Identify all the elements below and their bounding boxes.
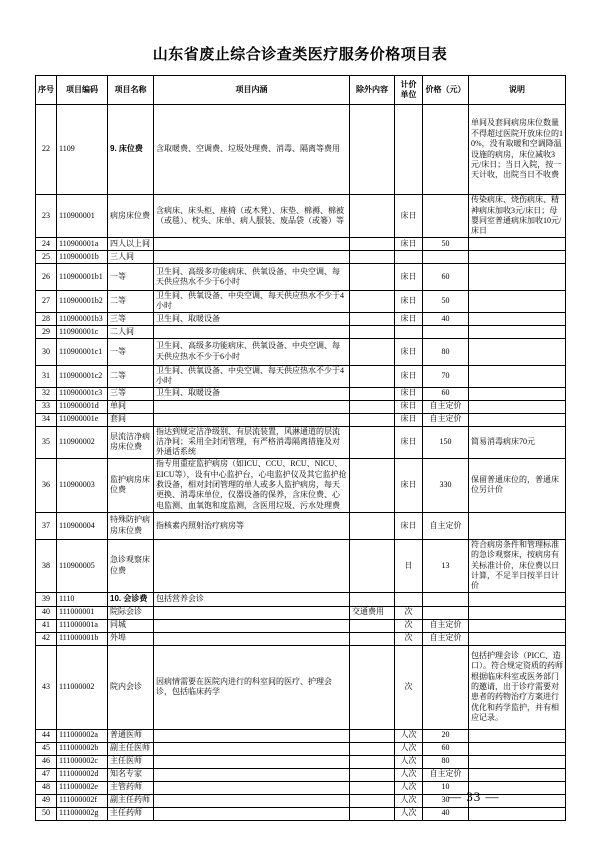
cell-exclude [350,426,395,458]
cell-price [423,325,469,338]
cell-name: 监护病房床位费 [108,458,154,512]
header-seq: 序号 [36,76,57,105]
cell-note: 包括护理会诊（PICC、造口）。符合规定资质的药师根据临床科室或医务部门的邀请，出于诊疗需要对患者的药物治疗方案进行优化和药学监护，并有相应记录。 [469,645,566,729]
cell-code: 110900003 [57,458,108,512]
cell-seq: 44 [36,729,57,742]
cell-exclude [350,291,395,313]
cell-code: 110900002 [57,426,108,458]
table-row [36,645,566,729]
cell-seq: 25 [36,251,57,264]
cell-note [469,768,566,781]
cell-code: 111000002f [57,794,108,807]
cell-exclude [350,512,395,539]
cell-note [469,632,566,645]
table-row [36,312,566,325]
cell-exclude [350,632,395,645]
cell-content [154,325,350,338]
cell-note [469,325,566,338]
cell-code: 111000001b [57,632,108,645]
cell-price: 70 [423,365,469,387]
table-row [36,729,566,742]
cell-code: 110900001c3 [57,387,108,400]
cell-content: 指达到规定洁净级别、有层流装置，风淋通道的层流洁净间；采用全封闭管理，有严格消毒隔离措施及对外通话系统 [154,426,350,458]
cell-name: 四人以上间 [108,238,154,251]
cell-content [154,794,350,807]
cell-exclude [350,325,395,338]
cell-name: 普通医师 [108,729,154,742]
cell-code: 110900001a [57,238,108,251]
cell-code: 110900004 [57,512,108,539]
table-row [36,413,566,426]
cell-name: 二等 [108,365,154,387]
cell-seq: 31 [36,365,57,387]
cell-seq: 40 [36,606,57,619]
cell-exclude [350,387,395,400]
cell-code: 111000001 [57,606,108,619]
table-row [36,539,566,592]
cell-code: 110900001b2 [57,291,108,313]
cell-code: 110900001b [57,251,108,264]
cell-exclude [350,365,395,387]
cell-code: 111000002d [57,768,108,781]
cell-note: 简易消毒病床70元 [469,426,566,458]
cell-code: 110900001c2 [57,365,108,387]
cell-name: 院际会诊 [108,606,154,619]
cell-unit: 次 [395,632,423,645]
cell-seq: 37 [36,512,57,539]
cell-name: 二人间 [108,325,154,338]
cell-seq: 34 [36,413,57,426]
cell-exclude [350,539,395,592]
page-title: 山东省废止综合诊查类医疗服务价格项目表 [152,46,448,63]
cell-name: 副主任医师 [108,742,154,755]
cell-note [469,264,566,291]
cell-seq: 23 [36,195,57,238]
cell-name: 病房床位费 [108,195,154,238]
cell-unit: 人次 [395,742,423,755]
cell-code: 111000002b [57,742,108,755]
table-row [36,512,566,539]
cell-name: 一等 [108,338,154,365]
cell-exclude [350,781,395,794]
cell-note [469,238,566,251]
cell-content: 指专用重症监护病房（如ICU、CCU、RCU、NICU、EICU等），设有中心监护台，心电监护仪及其它监护抢救设备，相对封闭管理的单人或多人监护病房，每天更换、消毒床单位，仪器设备的保养，含床位费、心电监测、血氧饱和度监测，含医用垃圾、污水处理费 [154,458,350,512]
cell-unit [395,105,423,195]
cell-price [423,251,469,264]
cell-content [154,251,350,264]
cell-code: 111000002 [57,645,108,729]
cell-code: 111000001a [57,619,108,632]
cell-unit: 人次 [395,781,423,794]
cell-content [154,400,350,413]
price-table [35,75,566,821]
cell-exclude [350,742,395,755]
cell-seq: 46 [36,755,57,768]
cell-unit: 床日 [395,387,423,400]
cell-seq: 30 [36,338,57,365]
cell-price: 自主定价 [423,632,469,645]
table-row [36,291,566,313]
header-code: 项目编码 [57,76,108,105]
cell-seq: 47 [36,768,57,781]
table-row [36,768,566,781]
cell-price: 自主定价 [423,768,469,781]
cell-code: 1109 [57,105,108,195]
cell-name: 主任药师 [108,807,154,820]
cell-code: 110900001c1 [57,338,108,365]
cell-note [469,606,566,619]
cell-unit: 床日 [395,238,423,251]
cell-exclude [350,458,395,512]
cell-unit: 床日 [395,413,423,426]
cell-unit: 床日 [395,512,423,539]
cell-content [154,768,350,781]
cell-content [154,807,350,820]
table-row [36,238,566,251]
cell-unit: 次 [395,606,423,619]
cell-exclude [350,755,395,768]
cell-exclude [350,645,395,729]
cell-content: 包括营养会诊 [154,592,350,606]
cell-price [423,606,469,619]
cell-price: 80 [423,755,469,768]
cell-unit [395,325,423,338]
table-row [36,325,566,338]
cell-note [469,742,566,755]
cell-note: 保留普通床位的，普通床位另计价 [469,458,566,512]
cell-exclude [350,619,395,632]
cell-note: 符合病房条件和管理标准的急诊观察床，按病房有关标准计价，床位费以日计算，不足半日按半日计价 [469,539,566,592]
cell-exclude [350,400,395,413]
cell-content [154,619,350,632]
cell-note [469,619,566,632]
cell-seq: 32 [36,387,57,400]
cell-exclude [350,729,395,742]
cell-unit: 床日 [395,365,423,387]
cell-exclude [350,251,395,264]
cell-unit: 床日 [395,312,423,325]
cell-price: 20 [423,729,469,742]
cell-note [469,365,566,387]
cell-exclude [350,413,395,426]
cell-unit: 床日 [395,338,423,365]
cell-unit: 床日 [395,458,423,512]
cell-content: 指核素内照射治疗病房等 [154,512,350,539]
cell-price [423,105,469,195]
cell-note [469,807,566,820]
table-row [36,400,566,413]
cell-unit: 人次 [395,807,423,820]
cell-code: 110900001b3 [57,312,108,325]
cell-seq: 39 [36,592,57,606]
cell-content [154,781,350,794]
cell-note [469,291,566,313]
cell-name: 层流洁净病房床位费 [108,426,154,458]
cell-name: 三人间 [108,251,154,264]
cell-name: 一等 [108,264,154,291]
cell-seq: 42 [36,632,57,645]
page-number: — 33 — [448,789,500,804]
cell-unit: 床日 [395,426,423,458]
cell-exclude [350,794,395,807]
cell-code: 110900001b1 [57,264,108,291]
cell-name: 主任医师 [108,755,154,768]
cell-content: 含取暖费、空调费、垃圾处理费、消毒、隔离等费用 [154,105,350,195]
header-name: 项目名称 [108,76,154,105]
cell-price: 80 [423,338,469,365]
cell-seq: 38 [36,539,57,592]
table-row [36,387,566,400]
cell-unit: 人次 [395,794,423,807]
table-row [36,606,566,619]
cell-note [469,387,566,400]
table-row [36,251,566,264]
cell-unit: 床日 [395,195,423,238]
cell-content: 卫生间、高级多功能病床、供氧设备、中央空调、每天供应热水不少于6小时 [154,264,350,291]
cell-note [469,592,566,606]
header-note: 说明 [469,76,566,105]
cell-note [469,251,566,264]
cell-content [154,729,350,742]
cell-unit: 日 [395,539,423,592]
cell-seq: 50 [36,807,57,820]
cell-code: 110900001e [57,413,108,426]
cell-seq: 35 [36,426,57,458]
cell-name: 9. 床位费 [108,105,154,195]
cell-seq: 29 [36,325,57,338]
header-row [36,76,566,105]
cell-content [154,238,350,251]
cell-exclude [350,105,395,195]
cell-note: 传染病床、烧伤病床、精神病床加收3元/床日；母婴同室普通病床加收10元/床日 [469,195,566,238]
cell-content [154,632,350,645]
table-row [36,365,566,387]
table-row [36,592,566,606]
cell-name: 同城 [108,619,154,632]
header-content: 项目内涵 [154,76,350,105]
cell-code: 110900001c [57,325,108,338]
header-exclude: 除外内容 [350,76,395,105]
cell-name: 副主任药师 [108,794,154,807]
cell-content: 卫生间、供氧设备、中央空调、每天供应热水不少于4小时 [154,365,350,387]
cell-exclude [350,264,395,291]
table-row [36,619,566,632]
cell-seq: 24 [36,238,57,251]
cell-price: 40 [423,807,469,820]
cell-note [469,312,566,325]
cell-price: 自主定价 [423,413,469,426]
cell-unit: 床日 [395,264,423,291]
cell-price [423,592,469,606]
cell-note [469,512,566,539]
cell-code: 1110 [57,592,108,606]
cell-price: 60 [423,387,469,400]
table-row [36,264,566,291]
cell-price: 40 [423,312,469,325]
cell-name: 外埠 [108,632,154,645]
cell-seq: 22 [36,105,57,195]
cell-name: 三等 [108,312,154,325]
cell-exclude: 交通费用 [350,606,395,619]
cell-content: 因病情需要在医院内进行的科室间的医疗、护理会诊，包括临床药学 [154,645,350,729]
cell-price: 60 [423,264,469,291]
table-row [36,458,566,512]
cell-code: 111000002g [57,807,108,820]
cell-price: 150 [423,426,469,458]
cell-code: 110900001d [57,400,108,413]
cell-price: 10 [423,781,469,794]
table-header [36,76,566,105]
cell-content: 卫生间、高级多功能病床、供氧设备、中央空调、每天供应热水不少于6小时 [154,338,350,365]
cell-seq: 36 [36,458,57,512]
cell-note [469,755,566,768]
cell-exclude [350,238,395,251]
cell-unit: 床日 [395,291,423,313]
cell-note [469,400,566,413]
cell-unit: 床日 [395,400,423,413]
table-row [36,632,566,645]
cell-content: 卫生间、取暖设备 [154,312,350,325]
cell-unit: 人次 [395,768,423,781]
cell-seq: 27 [36,291,57,313]
cell-content [154,755,350,768]
table-row [36,195,566,238]
table-row [36,742,566,755]
cell-name: 三等 [108,387,154,400]
cell-seq: 49 [36,794,57,807]
cell-unit: 人次 [395,729,423,742]
cell-name: 主管药师 [108,781,154,794]
cell-seq: 43 [36,645,57,729]
header-unit: 计价单位 [395,76,423,105]
cell-price: 50 [423,238,469,251]
cell-seq: 41 [36,619,57,632]
cell-content: 卫生间、取暖设备 [154,387,350,400]
cell-price [423,195,469,238]
table-row [36,755,566,768]
cell-price: 50 [423,291,469,313]
cell-name: 二等 [108,291,154,313]
cell-price: 自主定价 [423,400,469,413]
cell-price: 自主定价 [423,619,469,632]
cell-exclude [350,592,395,606]
cell-exclude [350,768,395,781]
cell-content: 卫生间、供氧设备、中央空调、每天供应热水不少于4小时 [154,291,350,313]
table-row [36,338,566,365]
cell-content [154,742,350,755]
cell-name: 院内会诊 [108,645,154,729]
cell-name: 套间 [108,413,154,426]
cell-seq: 45 [36,742,57,755]
cell-name: 急诊观察床位费 [108,539,154,592]
cell-name: 单间 [108,400,154,413]
cell-name: 特殊防护病房床位费 [108,512,154,539]
cell-price: 60 [423,742,469,755]
cell-unit: 人次 [395,755,423,768]
cell-note: 单间及套间病房床位数量不得超过医院开放床位的10%，没有取暖和空调降温设施的病房，床位减收3元/床日；当日入院，按一天计收，出院当日不收费 [469,105,566,195]
cell-seq: 48 [36,781,57,794]
cell-exclude [350,807,395,820]
cell-note [469,413,566,426]
cell-price [423,645,469,729]
cell-unit: 次 [395,645,423,729]
cell-unit [395,592,423,606]
cell-price: 13 [423,539,469,592]
table-row [36,105,566,195]
cell-exclude [350,338,395,365]
cell-seq: 33 [36,400,57,413]
cell-code: 110900001 [57,195,108,238]
cell-content [154,413,350,426]
cell-seq: 26 [36,264,57,291]
cell-note [469,729,566,742]
cell-exclude [350,195,395,238]
cell-content [154,606,350,619]
table-row [36,807,566,820]
cell-content [154,539,350,592]
cell-name: 知名专家 [108,768,154,781]
cell-price: 自主定价 [423,512,469,539]
cell-code: 111000002c [57,755,108,768]
cell-price: 330 [423,458,469,512]
header-price: 价格（元） [423,76,469,105]
cell-name: 10. 会诊费 [108,592,154,606]
cell-code: 111000002a [57,729,108,742]
cell-price: 30 [423,794,469,807]
cell-note [469,338,566,365]
cell-code: 111000002e [57,781,108,794]
table-body [36,105,566,821]
table-row [36,426,566,458]
cell-seq: 28 [36,312,57,325]
cell-exclude [350,312,395,325]
cell-code: 110900005 [57,539,108,592]
cell-unit: 次 [395,619,423,632]
cell-unit [395,251,423,264]
cell-content: 含病床、床头柜、座椅（或木凳）、床垫、棉褥、棉被（或毯）、枕头、床单、病人服装、废品袋（或篓）等 [154,195,350,238]
